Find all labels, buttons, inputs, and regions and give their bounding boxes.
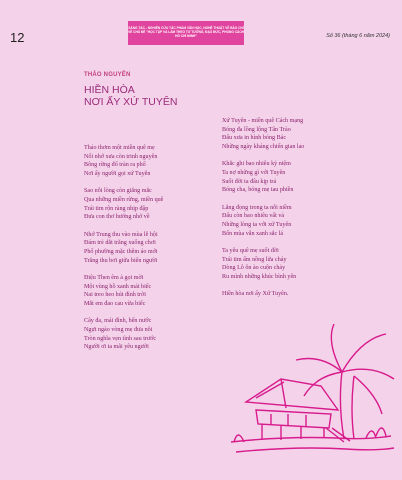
poem-line: Tròn nghĩa vẹn tình sau trước (84, 335, 157, 342)
poem-line: Lăng đọng trong ta nỗi niềm (222, 204, 292, 211)
poem-line: Trăng thu bơi giữa biển người (84, 257, 158, 264)
poem-line: Nơi ấy người gọi xứ Tuyên (84, 171, 151, 178)
issue-number: Số 36 (tháng 6 năm 2024) (326, 33, 390, 39)
poem-line: Suốt đời ta đâu kịp trả (222, 178, 277, 185)
title-line: NƠI ẤY XỨ TUYÊN (84, 96, 178, 108)
stilt-house-illustration (226, 324, 396, 464)
poem-stanza (222, 160, 304, 195)
poem-line: Một vùng hồ xanh mát biếc (84, 283, 152, 290)
poem-line: Thảo thơm một miền quê mẹ (84, 145, 155, 151)
poem-left-column (84, 144, 163, 361)
poem-line: Mắt em đao cau vừa biếc (84, 301, 146, 308)
poem-line: Dòng Lô ôn ào cuộn chảy (222, 265, 286, 272)
poem-line: Đám trẻ dắt trăng xuống chơi (84, 240, 156, 247)
poem-line: Cây đa, mái đình, bến nước (84, 318, 152, 325)
poem-line: Nai treo heo hút đỉnh trời (84, 292, 146, 299)
poem-stanza (84, 144, 163, 179)
poem-stanza (84, 317, 163, 352)
poem-author: THẢO NGUYÊN (84, 72, 131, 78)
poem-stanza (222, 247, 304, 282)
poem-line: Đấu xưa in hình bóng Bác (222, 135, 287, 142)
poem-line: Bóng cha, bóng mẹ tau phiền (222, 187, 294, 194)
poem-line: Trái tim ấm nồng lửa cháy (222, 256, 287, 263)
poem-line: Những lòng ta với xứ Tuyên (222, 222, 292, 229)
poem-line: Ngựt ngào vòng mẹ đưa nôi (84, 326, 153, 333)
poem-line: Nối nhớ xưa còn trinh nguyên (84, 153, 158, 160)
poem-line: Những ngày kháng chiến gian lao (222, 144, 305, 151)
poem-line: Khắc ghi bao nhiêu kỷ niệm (222, 161, 291, 168)
poem-line: Điệu Then êm ả gọi mời (84, 274, 144, 281)
poem-line: Xứ Tuyên - miền quê Cách mạng (222, 118, 304, 124)
poem-stanza (222, 204, 304, 239)
poem-line: Ru mình những khúc bình yên (222, 274, 297, 281)
poem-stanza (84, 231, 163, 266)
poem-line: Ta nợ những gì với Tuyên (222, 170, 286, 177)
poem-line: Bốn mùa vẫn xanh sắc lá (222, 230, 284, 237)
poem-line: Qua những miền rừng, miền quê (84, 197, 164, 204)
banner-line: VỀ CHỦ ĐỀ "HỌC TẬP VÀ LÀM THEO TƯ TƯỞNG, ĐẠO ĐỨC, PHONG CÁCH HỒ CHÍ MINH" (128, 30, 244, 39)
poem-line: Người ơi ta mãi yêu người (84, 344, 149, 351)
poem-line: Sao nỗi lòng còn giăng mắc (84, 188, 152, 195)
poem-line: Hiền hòa nơi ấy Xứ Tuyên. (222, 291, 289, 298)
poem-stanza (84, 187, 163, 222)
poem-right-column (222, 117, 304, 307)
page-number: 12 (10, 30, 25, 45)
title-line: HIỀN HÒA (84, 84, 135, 96)
poem-line: Đấu còn bao nhiêu vất vả (222, 213, 285, 220)
poem-line: Phố phường mặc thêm áo mới (84, 249, 158, 256)
banner-line: SÁNG TÁC - NGHIÊN CỨU TÁC PHẨM VĂN HỌC, NGHỆ THUẬT VỀ BẢO CHÍ (128, 26, 244, 30)
poem-line: Bóng đa lồng lộng Tân Trào (222, 126, 291, 133)
poem-stanza (222, 117, 304, 152)
poem-stanza (84, 274, 163, 309)
poem-line: Bông rừng đổ tràn ra phố (84, 162, 146, 169)
section-banner (128, 21, 244, 45)
poem-stanza (222, 290, 304, 299)
poem-title (84, 84, 177, 108)
poem-line: Ta yêu quê mẹ suốt đời (222, 247, 279, 254)
poem-line: Nhớ Trung thu vào mùa lễ hội (84, 231, 158, 238)
poem-line: Trái tim rộn ràng nhịp đập (84, 205, 149, 212)
poem-line: Đưa con thơ hướng nhớ về (84, 214, 150, 221)
